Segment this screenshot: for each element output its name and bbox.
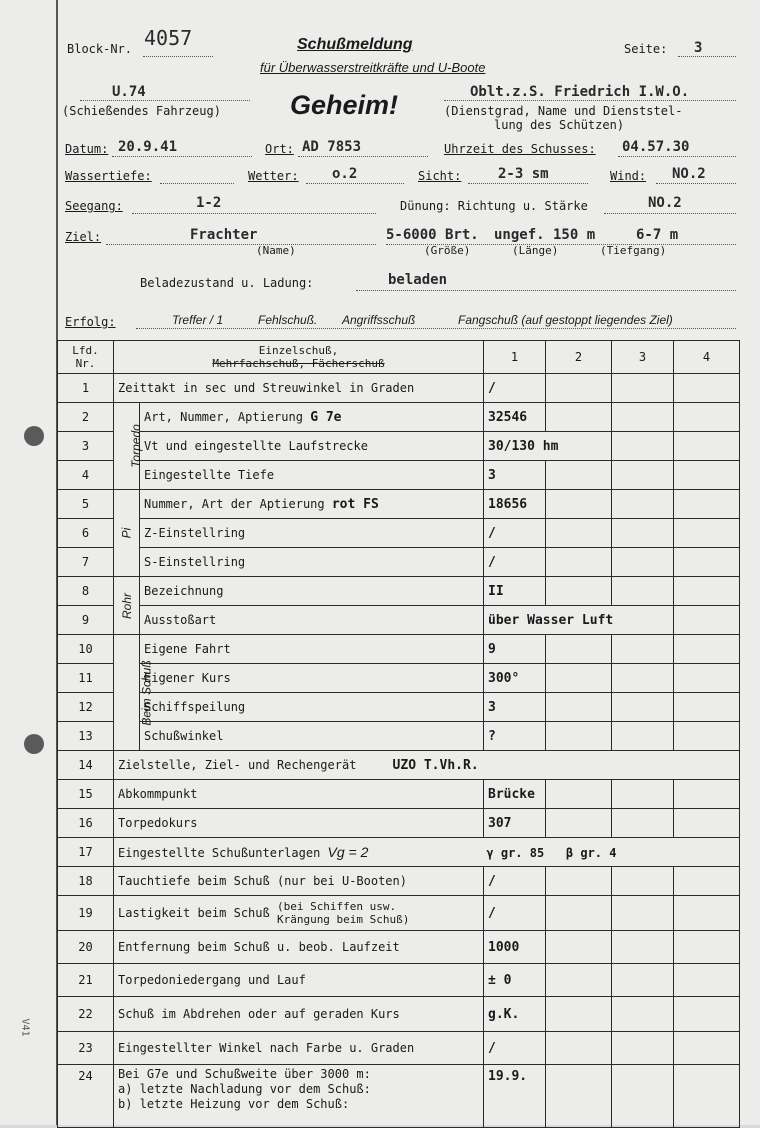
ziel-tiefgang: 6-7 m bbox=[636, 227, 679, 243]
header-col-3: 3 bbox=[612, 341, 674, 374]
wind-value: NO.2 bbox=[672, 166, 706, 182]
row-value-1: Brücke bbox=[484, 780, 546, 809]
dotline bbox=[143, 56, 213, 57]
row-number: 6 bbox=[58, 519, 114, 548]
erfolg-angriff: Angriffsschuß bbox=[342, 313, 416, 327]
dotline bbox=[306, 183, 404, 184]
punch-hole-bottom bbox=[24, 734, 44, 754]
form-subtitle: für Überwasserstreitkräfte und U-Boote bbox=[260, 60, 486, 75]
header-col-1: 1 bbox=[484, 341, 546, 374]
row-label: Vt und eingestellte Laufstrecke bbox=[140, 432, 484, 461]
row-value-1: / bbox=[484, 1032, 546, 1065]
table-row bbox=[58, 403, 740, 432]
row-number: 22 bbox=[58, 997, 114, 1032]
row-label: Schußwinkel bbox=[140, 722, 484, 751]
uhrzeit-label: Uhrzeit des Schusses: bbox=[444, 142, 596, 156]
duenung-value: NO.2 bbox=[648, 195, 682, 211]
row-value-1: 1000 bbox=[484, 931, 546, 964]
row-label: Art, Nummer, Aptierung G 7e bbox=[140, 403, 484, 432]
dotline bbox=[656, 183, 736, 184]
erfolg-treffer: Treffer / 1 bbox=[172, 313, 224, 327]
row-number: 12 bbox=[58, 693, 114, 722]
ziel-name-label: (Name) bbox=[256, 244, 296, 257]
wind-label: Wind: bbox=[610, 169, 647, 183]
ziel-laenge: ungef. 150 m bbox=[494, 227, 596, 243]
dotline bbox=[604, 213, 736, 214]
table-row bbox=[58, 461, 740, 490]
seite-label: Seite: bbox=[624, 42, 668, 56]
side-note: V41 bbox=[19, 1018, 31, 1037]
header-lfd: Lfd. Nr. bbox=[58, 341, 114, 374]
dotline bbox=[468, 183, 588, 184]
row-label: Schiffspeilung bbox=[140, 693, 484, 722]
dotline bbox=[298, 156, 428, 157]
row-value-1: 3 bbox=[484, 693, 546, 722]
row-number: 7 bbox=[58, 548, 114, 577]
row-label: Bei G7e und Schußweite über 3000 m: a) letzte Nachladung vor dem Schuß: b) letzte Heizung vor dem Schuß: bbox=[114, 1065, 484, 1128]
row-label: Nummer, Art der Aptierung rot FS bbox=[140, 490, 484, 519]
row-label: Abkommpunkt bbox=[114, 780, 484, 809]
row-number: 11 bbox=[58, 664, 114, 693]
row-label: Torpedoniedergang und Lauf bbox=[114, 964, 484, 997]
punch-hole-top bbox=[24, 426, 44, 446]
row-label: Bezeichnung bbox=[140, 577, 484, 606]
row-label: S-Einstellring bbox=[140, 548, 484, 577]
dotline bbox=[618, 156, 736, 157]
dotline bbox=[132, 213, 376, 214]
erfolg-fang: Fangschuß (auf gestoppt liegendes Ziel) bbox=[458, 313, 673, 327]
row-number: 19 bbox=[58, 896, 114, 931]
dotline bbox=[112, 156, 252, 157]
dotline bbox=[136, 328, 736, 329]
row-label: Eingestellte Tiefe bbox=[140, 461, 484, 490]
row-label: Schuß im Abdrehen oder auf geraden Kurs bbox=[114, 997, 484, 1032]
table-row bbox=[58, 432, 740, 461]
row-label: Eigener Kurs bbox=[140, 664, 484, 693]
table-row bbox=[58, 931, 740, 964]
header-col-4: 4 bbox=[674, 341, 740, 374]
row-number: 18 bbox=[58, 867, 114, 896]
table-header-row bbox=[58, 341, 740, 374]
table-row bbox=[58, 896, 740, 931]
dotline bbox=[356, 290, 736, 291]
group-beim-schuss: Beim Schuß bbox=[114, 635, 140, 751]
row-label: Eigene Fahrt bbox=[140, 635, 484, 664]
header-einzelschuss: Einzelschuß, Mehrfachschuß, Fächerschuß bbox=[114, 341, 484, 374]
schuetze-label-1: (Dienstgrad, Name und Dienststel- bbox=[444, 104, 683, 118]
row-number: 16 bbox=[58, 809, 114, 838]
table-row bbox=[58, 809, 740, 838]
seegang-label: Seegang: bbox=[65, 199, 123, 213]
row-value-1: / bbox=[484, 548, 546, 577]
row-value-1: / bbox=[484, 519, 546, 548]
table-row bbox=[58, 693, 740, 722]
sicht-label: Sicht: bbox=[418, 169, 462, 183]
row-value-1: 3 bbox=[484, 461, 546, 490]
row-number: 17 bbox=[58, 838, 114, 867]
table-row bbox=[58, 1065, 740, 1128]
ziel-label: Ziel: bbox=[65, 230, 102, 244]
group-torpedo: Torpedo bbox=[114, 403, 140, 490]
row-value-1: 30/130 hm bbox=[484, 432, 612, 461]
row-number: 10 bbox=[58, 635, 114, 664]
dotline bbox=[160, 183, 234, 184]
seite-value: 3 bbox=[694, 40, 703, 56]
schuetze-value: Oblt.z.S. Friedrich I.W.O. bbox=[470, 84, 690, 100]
shot-table bbox=[57, 340, 740, 1128]
header-col-2: 2 bbox=[546, 341, 612, 374]
datum-label: Datum: bbox=[65, 142, 109, 156]
row-label: Eingestellter Winkel nach Farbe u. Graden bbox=[114, 1032, 484, 1065]
row-label: Eingestellte Schußunterlagen Vg = 2 γ gr. 85 β gr. 4 bbox=[114, 838, 740, 867]
ort-value: AD 7853 bbox=[302, 139, 362, 155]
erfolg-fehlschuss: Fehlschuß. bbox=[258, 313, 318, 327]
row-label: Torpedokurs bbox=[114, 809, 484, 838]
erfolg-label: Erfolg: bbox=[65, 315, 116, 329]
dotline bbox=[106, 244, 376, 245]
form-title: Schußmeldung bbox=[297, 36, 413, 53]
table-row bbox=[58, 964, 740, 997]
row-value-1: ± 0 bbox=[484, 964, 546, 997]
row-number: 15 bbox=[58, 780, 114, 809]
beladezustand-label: Beladezustand u. Ladung: bbox=[140, 276, 314, 290]
row-number: 2 bbox=[58, 403, 114, 432]
table-row bbox=[58, 867, 740, 896]
row-value-1: 19.9. bbox=[484, 1065, 546, 1128]
wetter-label: Wetter: bbox=[248, 169, 299, 183]
ziel-tiefgang-label: (Tiefgang) bbox=[600, 244, 667, 257]
table-row bbox=[58, 577, 740, 606]
group-pi: Pi bbox=[114, 490, 140, 577]
uhrzeit-value: 04.57.30 bbox=[622, 139, 690, 155]
row-number: 21 bbox=[58, 964, 114, 997]
row-label: Entfernung beim Schuß u. beob. Laufzeit bbox=[114, 931, 484, 964]
row-value-1: 307 bbox=[484, 809, 546, 838]
row-number: 24 bbox=[58, 1065, 114, 1128]
ziel-groesse-label: (Größe) bbox=[424, 244, 471, 257]
row-number: 3 bbox=[58, 432, 114, 461]
block-number: 4057 bbox=[144, 26, 193, 50]
dotline bbox=[678, 56, 736, 57]
row-number: 4 bbox=[58, 461, 114, 490]
ort-label: Ort: bbox=[265, 142, 294, 156]
row-label: Lastigkeit beim Schuß (bei Schiffen usw. Krängung beim Schuß) bbox=[114, 896, 484, 931]
row-label: Zielstelle, Ziel- und Rechengerät UZO T.Vh.R. bbox=[114, 751, 740, 780]
row-value-1: über Wasser Luft bbox=[484, 606, 674, 635]
datum-value: 20.9.41 bbox=[118, 139, 178, 155]
sicht-value: 2-3 sm bbox=[498, 166, 549, 182]
wetter-value: o.2 bbox=[332, 166, 358, 182]
table-row bbox=[58, 519, 740, 548]
ziel-groesse: 5-6000 Brt. bbox=[386, 227, 479, 243]
table-row bbox=[58, 490, 740, 519]
table-row bbox=[58, 374, 740, 403]
group-rohr: Rohr bbox=[114, 577, 140, 635]
row-value-1: g.K. bbox=[484, 997, 546, 1032]
row-label: Zeittakt in sec und Streuwinkel in Graden bbox=[114, 374, 484, 403]
seegang-value: 1-2 bbox=[196, 195, 222, 211]
table-row bbox=[58, 997, 740, 1032]
dotline bbox=[386, 244, 736, 245]
schuetze-label-2: lung des Schützen) bbox=[494, 118, 625, 132]
row-value-1: / bbox=[484, 374, 546, 403]
ziel-laenge-label: (Länge) bbox=[512, 244, 559, 257]
table-row bbox=[58, 548, 740, 577]
row-value-1: / bbox=[484, 867, 546, 896]
row-number: 20 bbox=[58, 931, 114, 964]
table-row bbox=[58, 606, 740, 635]
dotline bbox=[444, 100, 736, 101]
row-label: Ausstoßart bbox=[140, 606, 484, 635]
row-value-1: ? bbox=[484, 722, 546, 751]
wassertiefe-label: Wassertiefe: bbox=[65, 169, 152, 183]
row-number: 9 bbox=[58, 606, 114, 635]
row-label: Tauchtiefe beim Schuß (nur bei U-Booten) bbox=[114, 867, 484, 896]
geheim-stamp: Geheim! bbox=[290, 90, 399, 120]
row-value-1: 9 bbox=[484, 635, 546, 664]
table-row bbox=[58, 838, 740, 867]
table-row bbox=[58, 635, 740, 664]
row-value-1: / bbox=[484, 896, 546, 931]
duenung-label: Dünung: Richtung u. Stärke bbox=[400, 199, 588, 213]
table-row bbox=[58, 780, 740, 809]
table-row bbox=[58, 1032, 740, 1065]
row-number: 23 bbox=[58, 1032, 114, 1065]
table-row bbox=[58, 664, 740, 693]
block-label: Block-Nr. bbox=[67, 42, 133, 56]
row-number: 1 bbox=[58, 374, 114, 403]
row-value-1: 18656 bbox=[484, 490, 546, 519]
table-row bbox=[58, 751, 740, 780]
row-value-1: II bbox=[484, 577, 546, 606]
table-row bbox=[58, 722, 740, 751]
row-number: 5 bbox=[58, 490, 114, 519]
row-number: 13 bbox=[58, 722, 114, 751]
dotline bbox=[80, 100, 250, 101]
row-number: 14 bbox=[58, 751, 114, 780]
row-number: 8 bbox=[58, 577, 114, 606]
beladezustand-value: beladen bbox=[388, 272, 448, 288]
row-value-1: 300° bbox=[484, 664, 546, 693]
fahrzeug-label: (Schießendes Fahrzeug) bbox=[62, 104, 221, 118]
row-label: Z-Einstellring bbox=[140, 519, 484, 548]
row-value-1: 32546 bbox=[484, 403, 546, 432]
fahrzeug-value: U.74 bbox=[112, 84, 146, 100]
ziel-name: Frachter bbox=[190, 227, 258, 243]
